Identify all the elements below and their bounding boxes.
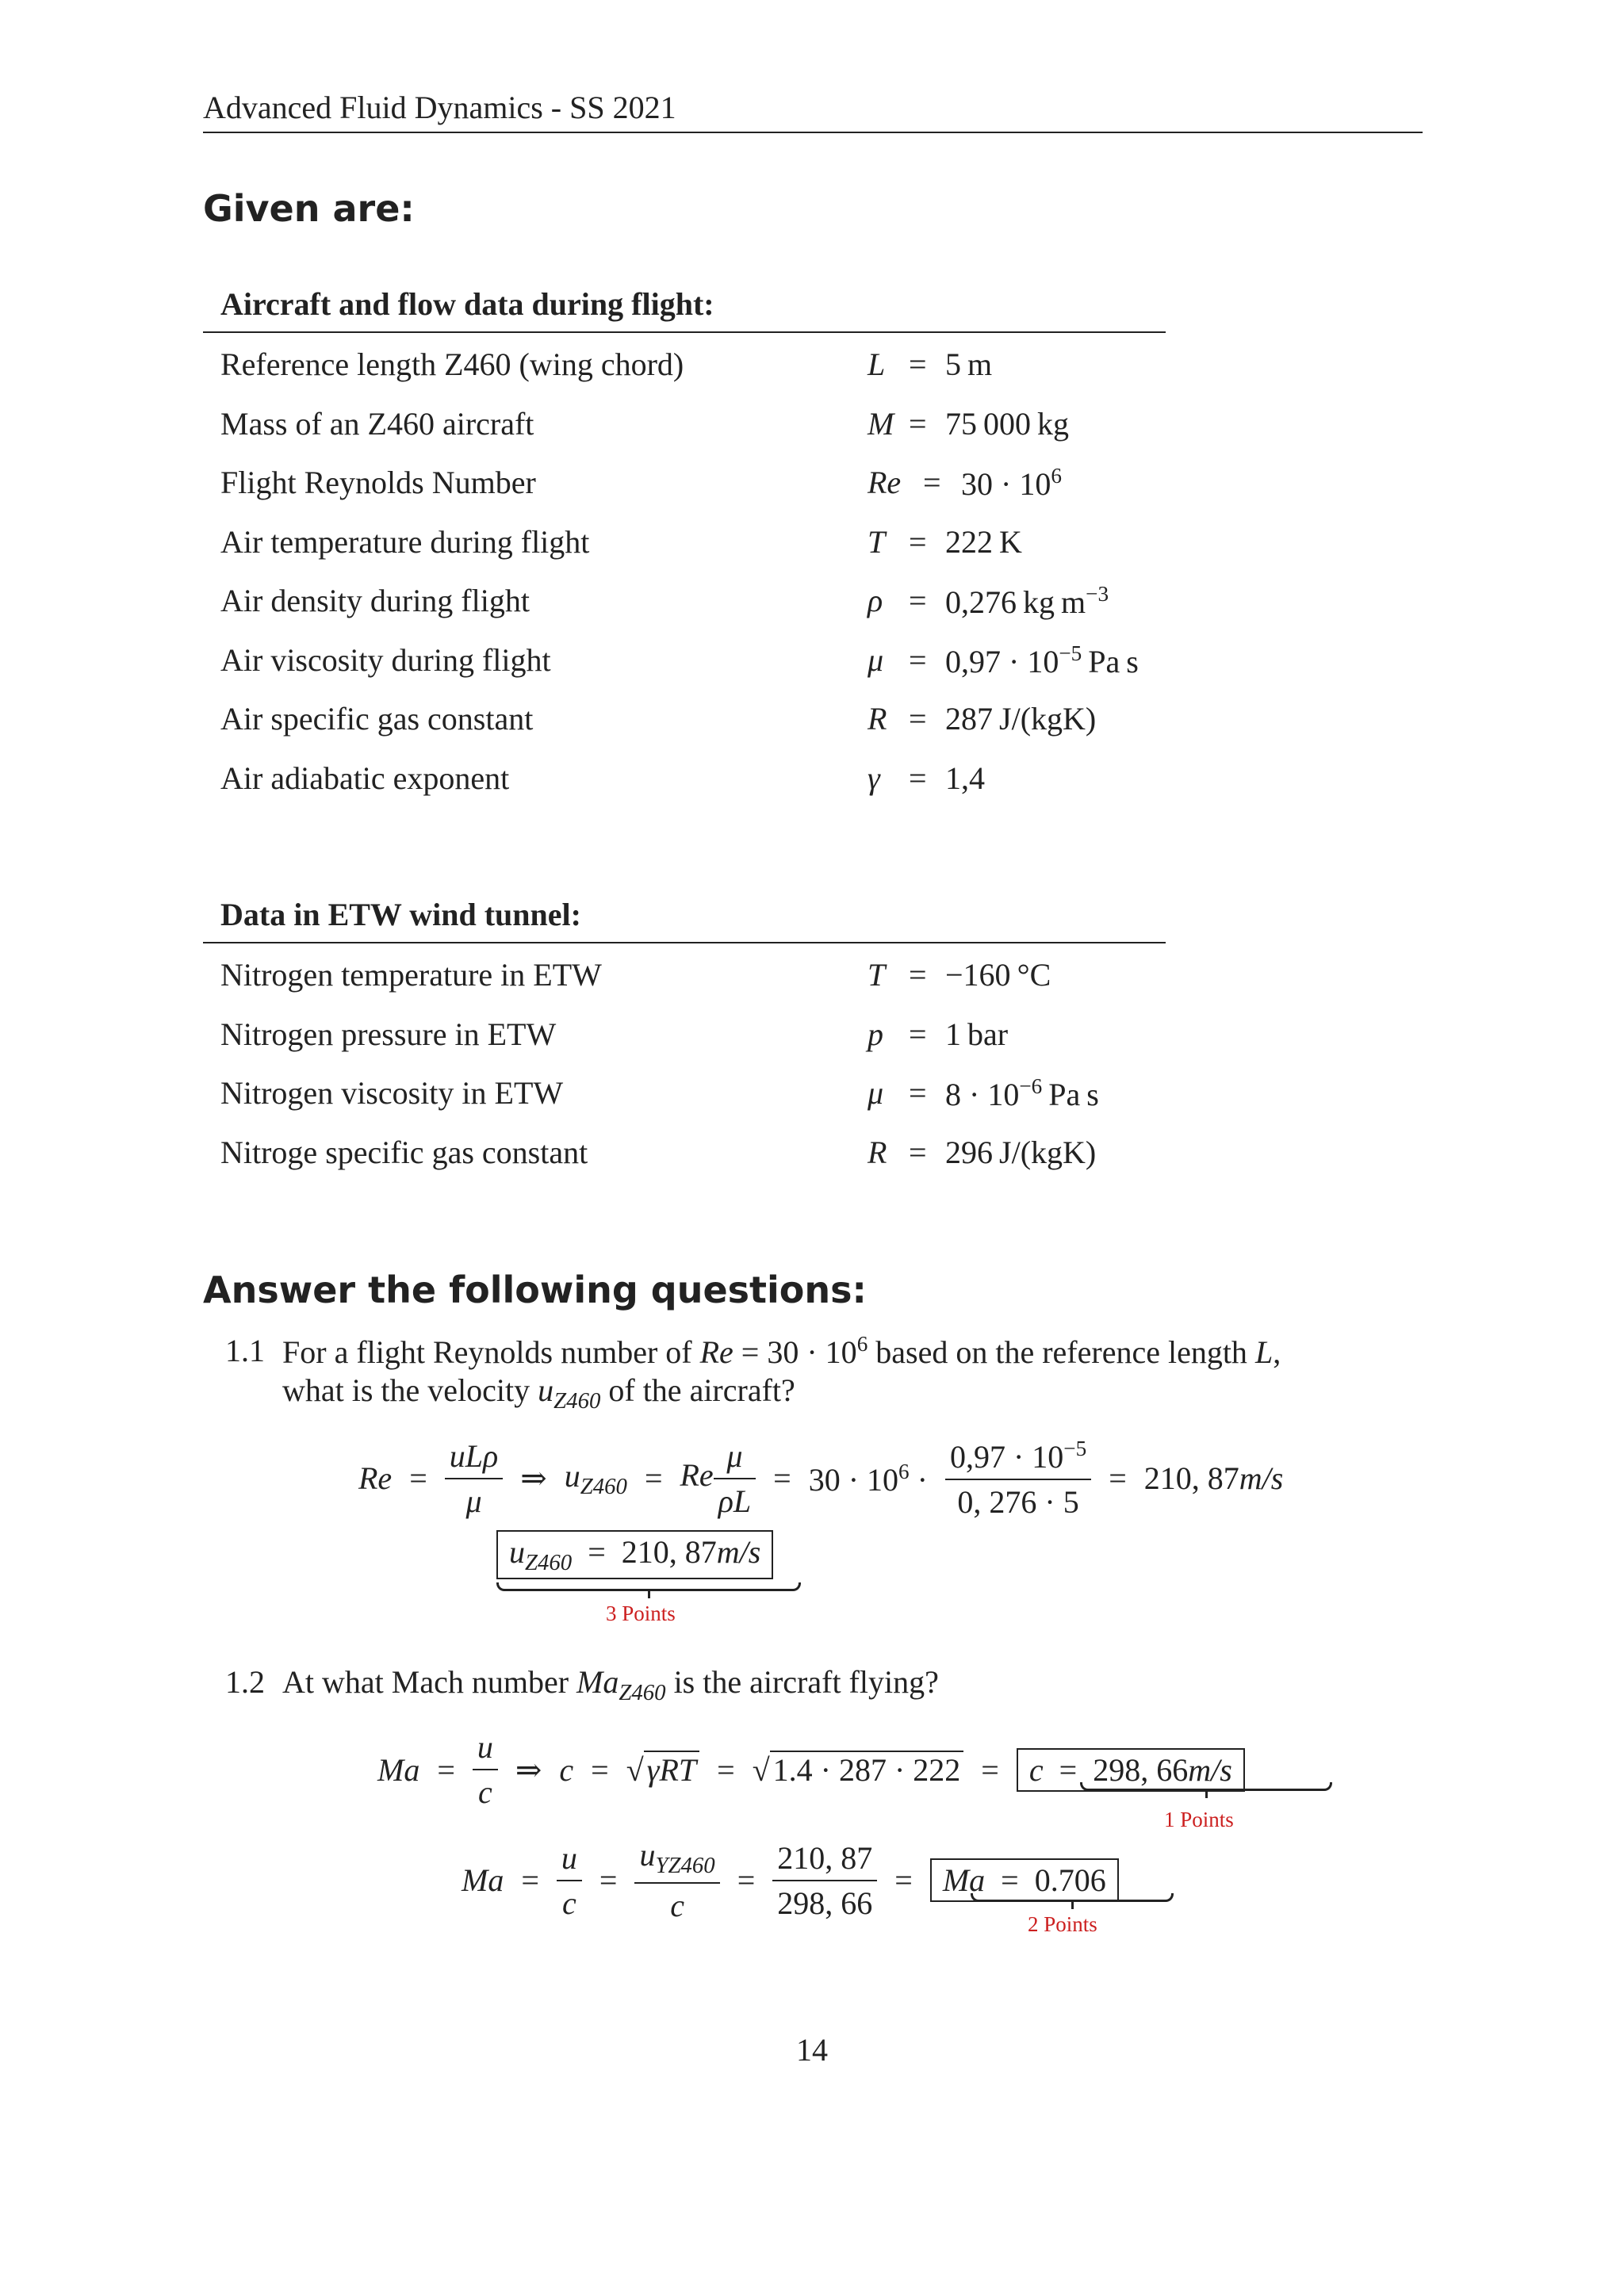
param-symbol: ρ bbox=[868, 583, 883, 618]
q1-number: 1.1 bbox=[225, 1333, 265, 1368]
param-equals: = bbox=[909, 1016, 927, 1052]
param-equals: = bbox=[909, 957, 927, 993]
q1-underbrace bbox=[496, 1582, 801, 1591]
q2-underbrace-c bbox=[1080, 1782, 1332, 1791]
param-label: Nitrogen temperature in ETW bbox=[220, 957, 602, 993]
param-equals: = bbox=[909, 405, 927, 442]
header-rule bbox=[203, 132, 1423, 133]
param-symbol: μ bbox=[868, 1075, 884, 1111]
param-label: Nitrogen viscosity in ETW bbox=[220, 1075, 564, 1111]
param-value: $30 \cdot 10^6$ bbox=[961, 464, 1062, 502]
q2-points-ma: 2 Points bbox=[1028, 1912, 1097, 1936]
param-equals: = bbox=[909, 1134, 927, 1170]
param-symbol: Re bbox=[868, 465, 902, 500]
param-value: −160 °C bbox=[945, 957, 1051, 993]
param-label: Air specific gas constant bbox=[220, 701, 534, 737]
q2-underbrace-ma bbox=[971, 1893, 1174, 1902]
table1-rule bbox=[203, 331, 1166, 333]
table1-title: Aircraft and flow data during flight: bbox=[220, 286, 714, 322]
q2-equation-c: Ma = $\frac{u}{c}$ ⇒ c = √ γRT = √ 1.4 · 287 · 222 = c = 298, 66m/s bbox=[377, 1728, 1245, 1811]
q2-text: At what Mach number $Ma_{Z460}$ is the aircraft flying? bbox=[282, 1664, 939, 1706]
param-label: Flight Reynolds Number bbox=[220, 465, 536, 500]
q1-equation: Re = $\frac{\text{uLρ}}{\mu}$ ⇒ $u_{Z460}$ = Re $\frac{\mu}{\rho L}$ = $30 \cdot 10^6$ · $\frac{0,97 \cdot 10^{-5}}{0, 276 \cdot 5}$ = 210, 87m/s bbox=[358, 1437, 1284, 1520]
q1-boxed-result: $u_{Z460} = 210$, 87m/s bbox=[496, 1530, 773, 1579]
param-value: 296 J/(kgK) bbox=[945, 1134, 1097, 1170]
param-label: Nitroge specific gas constant bbox=[220, 1134, 588, 1170]
param-equals: = bbox=[909, 641, 927, 678]
param-value: 75 000 kg bbox=[945, 405, 1070, 442]
param-symbol: L bbox=[868, 346, 886, 382]
param-value: 222 K bbox=[945, 523, 1022, 560]
param-symbol: R bbox=[868, 701, 887, 737]
param-label: Air adiabatic exponent bbox=[220, 760, 510, 796]
q1-points: 3 Points bbox=[606, 1601, 676, 1625]
param-value: $0,97 \cdot 10^{-5}$ Pa s bbox=[945, 641, 1139, 679]
param-value: 0,276 kg $m^{-3}$ bbox=[945, 582, 1109, 620]
table2-title: Data in ETW wind tunnel: bbox=[220, 897, 581, 932]
param-label: Air density during flight bbox=[220, 583, 530, 618]
param-symbol: γ bbox=[868, 760, 880, 796]
param-value: 1 bar bbox=[945, 1016, 1009, 1052]
param-equals: = bbox=[909, 583, 927, 618]
param-label: Nitrogen pressure in ETW bbox=[220, 1016, 557, 1052]
table2-rule bbox=[203, 942, 1166, 943]
page-number: 14 bbox=[796, 2032, 828, 2068]
param-equals: = bbox=[909, 523, 927, 560]
q2-points-c: 1 Points bbox=[1164, 1808, 1234, 1831]
param-equals: = bbox=[909, 1075, 927, 1111]
param-value: 287 J/(kgK) bbox=[945, 701, 1097, 737]
q2-equation-ma: Ma = $\frac{u}{c}$ = $\frac{u_{YZ460}}{c}$ = $\frac{210, 87}{298, 66}$ = Ma = 0.706 bbox=[462, 1836, 1119, 1924]
param-label: Air temperature during flight bbox=[220, 523, 590, 560]
param-equals: = bbox=[923, 465, 941, 500]
param-value: $8 \cdot 10^{-6}$ Pa s bbox=[945, 1074, 1099, 1112]
param-symbol: T bbox=[868, 523, 886, 560]
param-value: 1,4 bbox=[945, 760, 985, 796]
param-equals: = bbox=[909, 760, 927, 796]
param-symbol: p bbox=[868, 1016, 883, 1052]
param-equals: = bbox=[909, 346, 927, 382]
param-symbol: T bbox=[868, 957, 886, 993]
given-heading: Given are: bbox=[203, 187, 415, 230]
param-symbol: M bbox=[868, 405, 894, 442]
param-equals: = bbox=[909, 701, 927, 737]
running-title: Advanced Fluid Dynamics - SS 2021 bbox=[203, 90, 676, 125]
param-value: 5 m bbox=[945, 346, 993, 382]
q1-line1: For a flight Reynolds number of $Re = 30 \cdot 10^6$ based on the reference length L, bbox=[282, 1332, 1281, 1370]
param-label: Air viscosity during flight bbox=[220, 641, 551, 678]
param-symbol: μ bbox=[868, 641, 884, 678]
q2-number: 1.2 bbox=[225, 1664, 265, 1700]
param-label: Reference length Z460 (wing chord) bbox=[220, 346, 684, 382]
param-label: Mass of an Z460 aircraft bbox=[220, 405, 534, 442]
answers-heading: Answer the following questions: bbox=[203, 1269, 867, 1311]
q1-line2: what is the velocity $u_{Z460}$ of the aircraft? bbox=[282, 1372, 795, 1414]
param-symbol: R bbox=[868, 1134, 887, 1170]
